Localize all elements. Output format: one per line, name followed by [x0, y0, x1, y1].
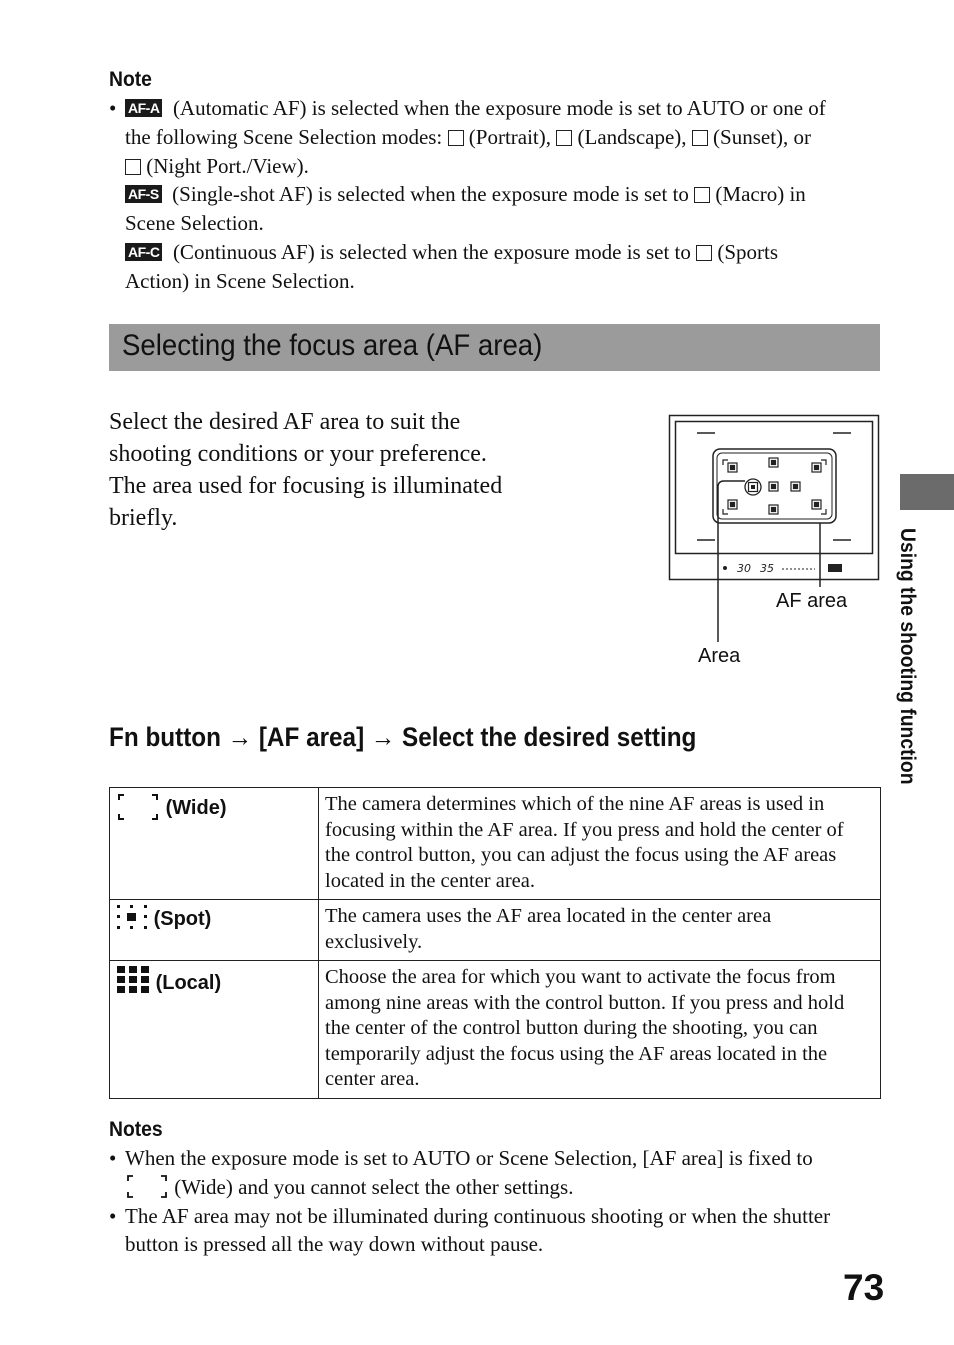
notes-item1-line1: When the exposure mode is set to AUTO or Scene Selection, [AF area] is fixed to — [125, 1146, 813, 1170]
area-callout: Area — [698, 645, 741, 667]
notes-bullet: • — [109, 1203, 117, 1228]
side-tab-text: Using the shooting function — [896, 528, 919, 785]
notes-item2-line1: The AF area may not be illuminated during continuous shooting or when the shutter — [125, 1203, 831, 1228]
setting-label-spot: (Spot) — [153, 908, 212, 930]
intro-line: Select the desired AF area to suit the — [109, 409, 461, 435]
setting-description: The camera determines which of the nine AF areas is used in focusing within the AF area. If you press and hold the center of the control button, you can adjust the focus using the AF areas located in the center area. — [319, 788, 881, 900]
local-af-icon — [116, 965, 150, 995]
viewfinder-outer-frame — [670, 416, 879, 580]
af-area-callout: AF area — [776, 590, 848, 612]
wide-af-icon — [125, 1174, 169, 1198]
notes-item2-line2: button is pressed all the way down without pause. — [125, 1232, 544, 1257]
note-bullet: • — [109, 96, 117, 120]
note-heading: Note — [109, 68, 152, 91]
sports-icon — [696, 245, 712, 261]
note-afc-line2: Action) in Scene Selection. — [125, 268, 355, 293]
intro-line: shooting conditions or your preference. — [109, 441, 487, 467]
fn-part3: Select the desired setting — [401, 722, 697, 752]
af-s-badge: AF-S — [125, 185, 162, 203]
intro-line: briefly. — [109, 505, 178, 531]
macro-label: (Macro) in — [715, 182, 806, 207]
note-afc-line1: (Continuous AF) is selected when the exposure mode is set to — [172, 239, 691, 264]
notes-item1-line2: (Wide) and you cannot select the other settings. — [174, 1174, 574, 1199]
page-number: 73 — [843, 1267, 885, 1308]
sports-label: (Sports — [717, 239, 779, 264]
note-afs-line2: Scene Selection. — [125, 211, 264, 236]
lcd-aperture: 35 — [760, 562, 774, 575]
af-a-badge: AF-A — [125, 99, 162, 117]
section-title: Selecting the focus area (AF area) — [122, 329, 543, 362]
notes-heading: Notes — [109, 1118, 163, 1141]
night-portrait-icon — [125, 159, 141, 175]
arrow-icon: → — [227, 722, 253, 752]
note-afs-line1: (Single-shot AF) is selected when the exposure mode is set to — [172, 182, 689, 207]
intro-line: The area used for focusing is illuminated — [109, 473, 503, 499]
notes-body — [109, 1144, 889, 1259]
portrait-icon — [448, 130, 464, 146]
setting-label-cell — [110, 900, 319, 961]
note-afa-line1: (Automatic AF) is selected when the exposure mode is set to AUTO or one of — [172, 96, 826, 120]
viewfinder-diagram — [660, 405, 900, 675]
setting-label-cell — [110, 961, 319, 1099]
af-area-table — [109, 787, 881, 1099]
table-row — [110, 900, 881, 961]
lcd-shutter: 30 — [737, 562, 751, 575]
setting-label-cell — [110, 788, 319, 900]
portrait-label: (Portrait), — [468, 124, 552, 149]
af-c-badge: AF-C — [125, 243, 162, 261]
arrow-icon: → — [370, 722, 396, 752]
af-points — [728, 458, 821, 514]
fn-part1: Fn button — [109, 722, 222, 752]
spot-af-icon — [116, 904, 148, 930]
setting-description: The camera uses the AF area located in the center area exclusively. — [319, 900, 881, 961]
side-tab-marker — [900, 474, 954, 510]
macro-icon — [694, 187, 710, 203]
landscape-icon — [556, 130, 572, 146]
table-row — [110, 961, 881, 1099]
sunset-icon — [692, 130, 708, 146]
landscape-label: (Landscape), — [577, 124, 687, 149]
note-body — [109, 94, 879, 296]
intro-text — [109, 406, 549, 534]
setting-label-wide: (Wide) — [165, 797, 227, 819]
fn-part2: [AF area] — [258, 722, 365, 752]
notes-bullet: • — [109, 1146, 117, 1170]
sunset-label: (Sunset), or — [713, 124, 812, 149]
fn-heading — [109, 722, 696, 753]
wide-af-icon — [116, 792, 160, 820]
table-row — [110, 788, 881, 900]
note-afa-line2: the following Scene Selection modes: — [125, 124, 443, 149]
night-label: (Night Port./View). — [146, 153, 309, 178]
setting-description: Choose the area for which you want to activate the focus from among nine areas with the control button. If you press and hold the center of the control button during the shooting, you can temporarily adjust the focus using the AF areas located in the center area. — [319, 961, 881, 1099]
setting-label-local: (Local) — [155, 972, 222, 994]
